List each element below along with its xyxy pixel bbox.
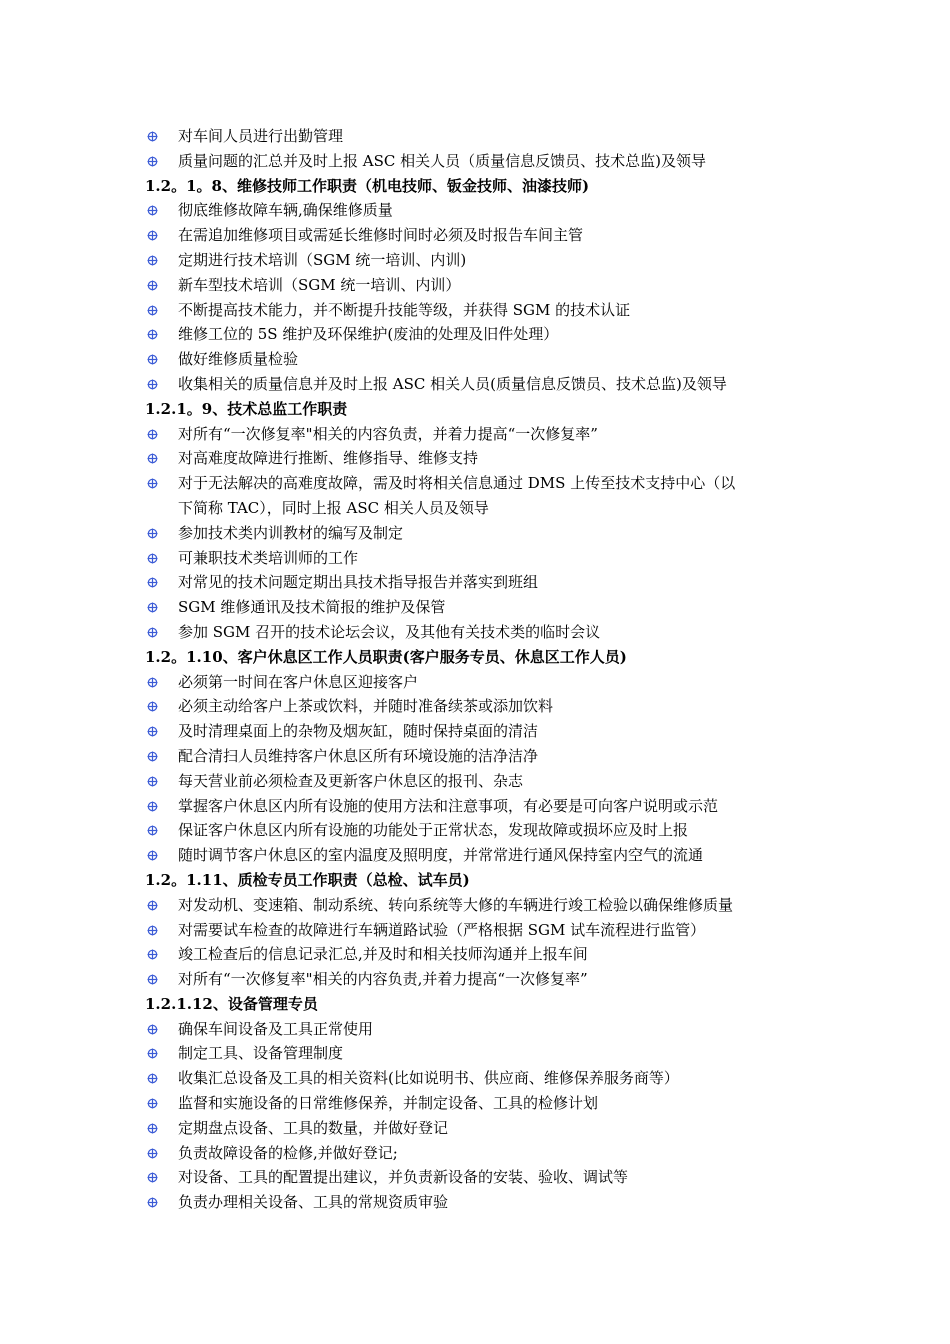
list-item [145, 273, 825, 298]
list-item [145, 1017, 825, 1042]
list-item [145, 1141, 825, 1166]
list-item-text: 收集相关的质量信息并及时上报 ASC 相关人员(质量信息反馈员、技术总监)及领导 [178, 374, 727, 393]
list-item [145, 694, 825, 719]
bullet-icon [147, 1098, 158, 1109]
list-item [145, 124, 825, 149]
list-item-text: 定期盘点设备、工具的数量，并做好登记 [178, 1118, 449, 1137]
list-item [145, 372, 825, 397]
list-item [145, 446, 825, 471]
list-item-text: 对需要试车检查的故障进行车辆道路试验（严格根据 SGM 试车流程进行监管） [178, 920, 706, 939]
list-item-text: SGM 维修通讯及技术简报的维护及保管 [178, 598, 446, 617]
bullet-icon [147, 627, 158, 638]
list-item [145, 942, 825, 967]
list-item [145, 471, 825, 521]
bullet-icon [147, 255, 158, 266]
bullet-icon [147, 1073, 158, 1084]
list-item-text: 对所有“一次修复率"相关的内容负责,并着力提高“一次修复率” [178, 970, 588, 989]
section-heading: 1.2。1.10、客户休息区工作人员职责(客户服务专员、休息区工作人员) [145, 647, 627, 666]
list-item [145, 670, 825, 695]
list-item-text: 彻底维修故障车辆,确保维修质量 [178, 201, 393, 220]
list-item [145, 521, 825, 546]
list-item [145, 422, 825, 447]
list-item [145, 1066, 825, 1091]
list-item-text: 质量问题的汇总并及时上报 ASC 相关人员（质量信息反馈员、技术总监)及领导 [178, 151, 706, 170]
section-heading: 1.2.1.12、设备管理专员 [145, 994, 318, 1013]
list-item-text: 制定工具、设备管理制度 [178, 1044, 344, 1063]
list-item-text: 定期进行技术培训（SGM 统一培训、内训) [178, 250, 467, 269]
list-item [145, 1041, 825, 1066]
list-item-text: 收集汇总设备及工具的相关资料(比如说明书、供应商、维修保养服务商等） [178, 1069, 679, 1088]
bullet-icon [147, 751, 158, 762]
list-item-text: 负责办理相关设备、工具的常规资质审验 [178, 1193, 449, 1212]
list-item-text: 新车型技术培训（SGM 统一培训、内训） [178, 275, 461, 294]
list-item-text: 维修工位的 5S 维护及环保维护(废油的处理及旧件处理） [178, 325, 559, 344]
bullet-icon [147, 1148, 158, 1159]
list-item [145, 1190, 825, 1215]
list-item-text: 掌握客户休息区内所有设施的使用方法和注意事项，有必要是可向客户说明或示范 [178, 796, 719, 815]
list-item [145, 744, 825, 769]
list-item-text: 负责故障设备的检修,并做好登记; [178, 1143, 398, 1162]
list-item-text: 保证客户休息区内所有设施的功能处于正常状态，发现故障或损坏应及时上报 [178, 821, 689, 840]
list-item-text: 对发动机、变速箱、制动系统、转向系统等大修的车辆进行竣工检验以确保维修质量 [178, 895, 734, 914]
bullet-icon [147, 453, 158, 464]
bullet-icon [147, 230, 158, 241]
bullet-icon [147, 478, 158, 489]
list-item-text: 必须主动给客户上茶或饮料，并随时准备续茶或添加饮料 [178, 697, 554, 716]
list-item-text: 必须第一时间在客户休息区迎接客户 [178, 672, 419, 691]
list-item [145, 1091, 825, 1116]
list-item [145, 298, 825, 323]
bullet-icon [147, 354, 158, 365]
list-item-text: 对车间人员进行出勤管理 [178, 127, 344, 145]
list-item-text: 对常见的技术问题定期出具技术指导报告并落实到班组 [178, 573, 539, 592]
list-item-text: 配合清扫人员维持客户休息区所有环境设施的洁净洁净 [178, 746, 539, 765]
list-item-text: 做好维修质量检验 [178, 350, 299, 369]
list-item [145, 794, 825, 819]
bullet-icon [147, 429, 158, 440]
bullet-icon [147, 602, 158, 613]
bullet-icon [147, 305, 158, 316]
list-item [145, 918, 825, 943]
bullet-icon [147, 801, 158, 812]
list-item [145, 1116, 825, 1141]
list-item-text: 不断提高技术能力，并不断提升技能等级，并获得 SGM 的技术认证 [178, 300, 631, 319]
bullet-icon [147, 1024, 158, 1035]
list-item-text [178, 471, 825, 521]
list-item-text-line: 下简称 TAC），同时上报 ASC 相关人员及领导 [178, 498, 489, 517]
list-item [145, 149, 825, 174]
list-item [145, 620, 825, 645]
section-heading: 1.2.1。9、技术总监工作职责 [145, 399, 348, 418]
list-item [145, 570, 825, 595]
bullet-icon [147, 677, 158, 688]
bullet-icon [147, 974, 158, 985]
bullet-icon [147, 949, 158, 960]
list-item [145, 843, 825, 868]
document-body [145, 124, 825, 1215]
bullet-icon [147, 825, 158, 836]
list-item [145, 719, 825, 744]
list-item [145, 595, 825, 620]
bullet-icon [147, 577, 158, 588]
section-heading: 1.2。1.11、质检专员工作职责（总检、试车员) [145, 870, 470, 889]
list-item-text: 对所有“一次修复率"相关的内容负责，并着力提高“一次修复率” [178, 424, 598, 443]
list-item [145, 769, 825, 794]
list-item-text: 监督和实施设备的日常维修保养，并制定设备、工具的检修计划 [178, 1094, 599, 1113]
bullet-icon [147, 1172, 158, 1183]
section-heading: 1.2。1。8、维修技师工作职责（机电技师、钣金技师、油漆技师) [145, 176, 590, 195]
bullet-icon [147, 379, 158, 390]
bullet-icon [147, 528, 158, 539]
bullet-icon [147, 156, 158, 167]
list-item [145, 347, 825, 372]
list-item [145, 1165, 825, 1190]
list-item-text: 确保车间设备及工具正常使用 [178, 1019, 374, 1038]
list-item [145, 248, 825, 273]
bullet-icon [147, 329, 158, 340]
bullet-icon [147, 280, 158, 291]
list-item-text: 在需追加维修项目或需延长维修时间时必须及时报告车间主管 [178, 226, 584, 245]
bullet-icon [147, 701, 158, 712]
bullet-icon [147, 925, 158, 936]
list-item [145, 223, 825, 248]
list-item-text: 随时调节客户休息区的室内温度及照明度，并常常进行通风保持室内空气的流通 [178, 846, 704, 865]
bullet-icon [147, 1048, 158, 1059]
list-item [145, 893, 825, 918]
bullet-icon [147, 900, 158, 911]
list-item-text: 每天营业前必须检查及更新客户休息区的报刊、杂志 [178, 771, 524, 790]
list-item [145, 546, 825, 571]
list-item-text: 参加 SGM 召开的技术论坛会议，及其他有关技术类的临时会议 [178, 622, 601, 641]
list-item [145, 322, 825, 347]
bullet-icon [147, 726, 158, 737]
bullet-icon [147, 131, 158, 142]
bullet-icon [147, 1197, 158, 1208]
list-item [145, 198, 825, 223]
list-item-text: 对设备、工具的配置提出建议，并负责新设备的安装、验收、调试等 [178, 1168, 629, 1187]
list-item [145, 967, 825, 992]
bullet-icon [147, 205, 158, 216]
bullet-icon [147, 850, 158, 861]
list-item [145, 818, 825, 843]
bullet-icon [147, 776, 158, 787]
bullet-icon [147, 1123, 158, 1134]
list-item-text: 对高难度故障进行推断、维修指导、维修支持 [178, 449, 479, 468]
list-item-text: 参加技术类内训教材的编写及制定 [178, 523, 404, 542]
list-item-text: 及时清理桌面上的杂物及烟灰缸，随时保持桌面的清洁 [178, 722, 539, 741]
list-item-text: 可兼职技术类培训师的工作 [178, 548, 359, 567]
list-item-text: 竣工检查后的信息记录汇总,并及时和相关技师沟通并上报车间 [178, 945, 588, 964]
list-item-text-line: 对于无法解决的高难度故障，需及时将相关信息通过 DMS 上传至技术支持中心（以 [178, 474, 736, 493]
bullet-icon [147, 553, 158, 564]
